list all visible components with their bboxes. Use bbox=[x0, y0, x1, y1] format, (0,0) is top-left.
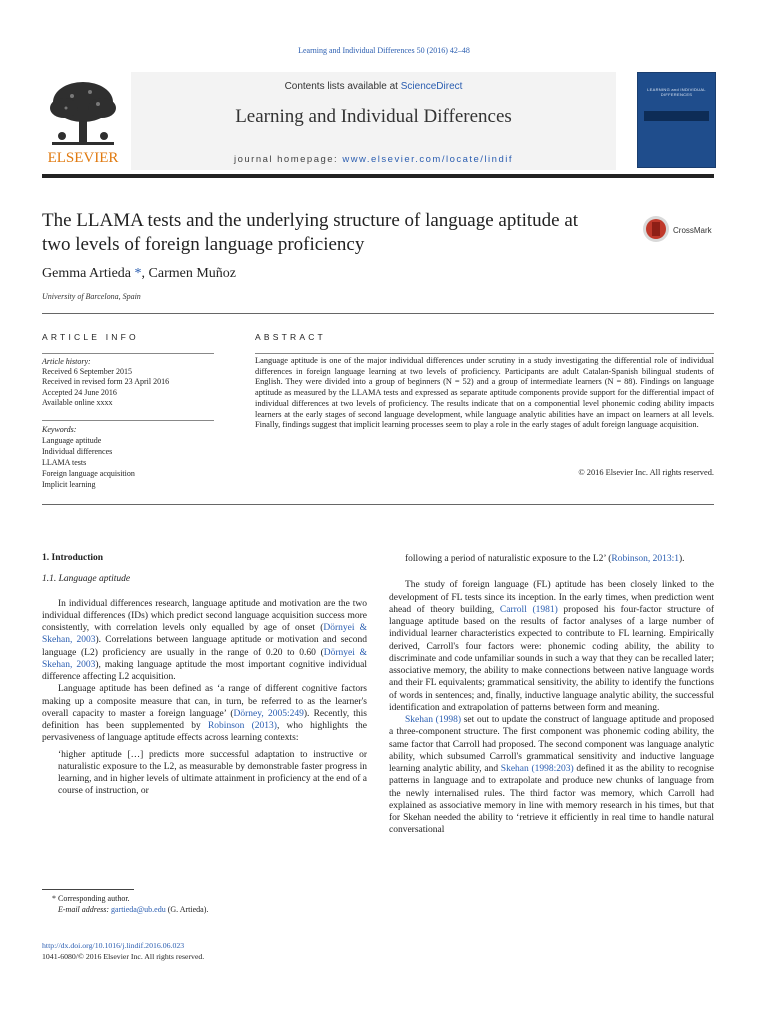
doi-block bbox=[42, 940, 204, 962]
keyword: Individual differences bbox=[42, 447, 113, 456]
contents-prefix: Contents lists available at bbox=[284, 81, 401, 92]
history-item: Accepted 24 June 2016 bbox=[42, 387, 117, 397]
cover-title: LEARNING and INDIVIDUAL DIFFERENCES bbox=[647, 87, 706, 97]
footnote bbox=[42, 893, 208, 915]
paragraph-text: In individual differences research, language aptitude and motivation are the two individual differences (IDs) which predict second language acquisition success more consistently, with correlation levels only equalled by age of onset ( bbox=[42, 598, 367, 633]
block-quote: ‘higher aptitude […] predicts more successful adaptation to instructive or naturalistic exposure to the L2, as measurable by demonstrable faster progress in learning, and in higher levels of ultimate attainment in proficiency at the end of a course of instruction, or bbox=[58, 749, 367, 797]
body-left-column bbox=[42, 552, 367, 798]
journal-citation-link[interactable]: Learning and Individual Differences 50 (2016) 42–48 bbox=[298, 46, 470, 55]
abstract-text: Language aptitude is one of the major individual differences under scrutiny in a study investigating the differential role of individual differences in foreign language learning at two levels of proficiency. Participants are adult Catalan-Spanish bilingual students of English. They were divided into a group of beginners (N = 52) and a group of intermediate learners (N = 88). Findings on language aptitude as measured by the LLAMA tests and expressed as separate aptitude components provide support for the differential impact of individual differences at two levels of proficiency. The results indicate that on a componential level phonemic coding ability impacts learners at the early stages of second language development, while language analytic abilities have an impact on learners at all levels. Finally, findings suggest that implicit learning processes seem to play a role in the early stages of adult foreign language acquisition. bbox=[255, 356, 714, 430]
history-item: Available online xxxx bbox=[42, 397, 113, 407]
history-item: Received in revised form 23 April 2016 bbox=[42, 377, 170, 387]
corresponding-author-mark[interactable]: * bbox=[131, 266, 142, 281]
keyword: Foreign language acquisition bbox=[42, 469, 135, 478]
paragraph-text: defined it as the ability to recognise patterns in language and to extrapolate and produce new chunks of language from the newly internalised rules. The third factor was memory, which Carroll had explained as associative memory in line with memory research in his times, but that for Skehan needed the ability to ‘retrieve it efficiently in real time to handle natural conversational bbox=[389, 764, 714, 836]
author-separator: , bbox=[141, 266, 149, 281]
subsection-heading: 1.1. Language aptitude bbox=[42, 574, 131, 585]
keyword: Implicit learning bbox=[42, 480, 96, 489]
footnote-divider bbox=[42, 889, 134, 890]
paragraph bbox=[42, 683, 367, 744]
header-divider bbox=[42, 174, 714, 178]
history-label: Article history: bbox=[42, 357, 91, 366]
journal-homepage-link[interactable]: www.elsevier.com/locate/lindif bbox=[342, 154, 513, 165]
elsevier-logo[interactable] bbox=[42, 78, 124, 166]
section-heading: 1. Introduction bbox=[42, 553, 104, 563]
homepage-prefix: journal homepage: bbox=[233, 154, 343, 165]
paragraph-text: Language aptitude has been defined as ‘a range of different cognitive factors making up a composite measure that can, in turn, be referred to as the learner's overall capacity to master a foreign language’ ( bbox=[42, 684, 367, 719]
citation-link[interactable]: Robinson (2013) bbox=[207, 721, 277, 731]
footnote-line bbox=[42, 904, 208, 915]
article-title bbox=[42, 209, 612, 257]
paragraph-text: proposed his four-factor structure of language aptitude based on the results of factor analyses of a large number of individual learner characteristics expected to contribute to FL learning. Empirically derived, Carroll's four factors were: phonemic coding ability, the ability to discriminate and code unfamiliar sounds in such a way that they can be recalled later; associative memory, the ability to make connections between native language words and their FL equivalents; grammatical sensitivity, the ability to identify the functions of words in sentences; and, finally, inductive language analytic ability, the successful identification and extrapolation of patterns between form and meaning. bbox=[389, 604, 714, 713]
citation-link[interactable]: Dörnyei & Skehan, 2003 bbox=[42, 623, 367, 646]
sciencedirect-link[interactable]: ScienceDirect bbox=[400, 81, 463, 92]
divider bbox=[42, 504, 714, 505]
crossmark-badge[interactable] bbox=[641, 213, 715, 245]
keyword: Language aptitude bbox=[42, 436, 102, 445]
doi-link[interactable]: http://dx.doi.org/10.1016/j.lindif.2016.06.023 bbox=[42, 941, 185, 950]
copyright: © 2016 Elsevier Inc. All rights reserved. bbox=[578, 468, 714, 477]
quote-text: following a period of naturalistic exposure to the L2’ ( bbox=[405, 554, 612, 564]
footnote-mark: * bbox=[52, 894, 56, 903]
journal-homepage-line bbox=[131, 154, 616, 165]
body-right-column bbox=[389, 553, 714, 837]
quote-text: ). bbox=[678, 554, 685, 564]
paragraph-text: ). Correlations between language aptitude or motivation and second language (L2) proficiency are usually in the range of 0.20 to 0.60 ( bbox=[42, 635, 368, 658]
footnote-text: (G. Artieda). bbox=[165, 905, 209, 914]
paragraph-text: The study of foreign language (FL) aptitude has been closely linked to the development of FL tests since its inception. In the early times, when prediction went ahead of theory building, bbox=[389, 580, 714, 615]
elsevier-wordmark: ELSEVIER bbox=[47, 150, 119, 166]
citation-link[interactable]: Carroll (1981) bbox=[499, 604, 558, 615]
contents-available-line bbox=[131, 81, 616, 92]
author-name: Gemma Artieda bbox=[42, 266, 132, 281]
keywords bbox=[42, 424, 135, 490]
email-label: E-mail address: bbox=[58, 905, 112, 914]
cover-image-band bbox=[644, 111, 709, 121]
paragraph bbox=[389, 714, 714, 837]
divider bbox=[42, 313, 714, 314]
divider bbox=[42, 420, 214, 421]
paragraph-text: , who highlights the pervasiveness of language aptitude effects across learning contexts: bbox=[42, 721, 367, 744]
article-info-heading: ARTICLE INFO bbox=[42, 332, 139, 342]
footnote-line bbox=[42, 893, 208, 904]
divider bbox=[255, 353, 714, 354]
paragraph bbox=[42, 598, 367, 684]
issn-line: 1041-6080/© 2016 Elsevier Inc. All rights reserved. bbox=[42, 952, 205, 961]
paragraph bbox=[389, 579, 714, 714]
author-name: Carmen Muñoz bbox=[148, 266, 237, 281]
citation-link[interactable]: Robinson, 2013:1 bbox=[611, 554, 679, 564]
abstract-heading: ABSTRACT bbox=[255, 332, 326, 342]
crossmark-label: CrossMark bbox=[673, 226, 712, 235]
journal-cover-thumbnail[interactable] bbox=[637, 72, 716, 168]
citation-link[interactable]: Dörnyei & Skehan, 2003 bbox=[42, 647, 367, 670]
footnote-text: Corresponding author. bbox=[58, 894, 130, 903]
citation-link[interactable]: Skehan (1998) bbox=[405, 715, 462, 725]
keywords-label: Keywords: bbox=[42, 425, 77, 434]
keyword: LLAMA tests bbox=[42, 458, 87, 467]
divider bbox=[42, 353, 214, 354]
author-line bbox=[42, 266, 236, 282]
citation-link[interactable]: Dörney, 2005:249 bbox=[233, 708, 304, 719]
article-title-line: two levels of foreign language proficiency bbox=[42, 234, 365, 255]
article-history bbox=[42, 357, 169, 408]
citation-link[interactable]: Skehan (1998:203) bbox=[500, 764, 574, 774]
email-link[interactable]: gartieda@ub.edu bbox=[111, 905, 166, 914]
history-item: Received 6 September 2015 bbox=[42, 367, 132, 377]
paragraph-text: set out to update the construct of language aptitude and proposed a three-component structure. The first component was phonemic coding ability, the same factor that Carroll had proposed. The second component was language analytic ability, which subsumed Carroll's grammatical sensitivity and inductive language learning analytic ability, and bbox=[389, 715, 715, 774]
journal-title: Learning and Individual Differences bbox=[235, 106, 512, 127]
paragraph-text: ), making language aptitude the most important cognitive individual difference affecting L2 acquisition. bbox=[42, 659, 367, 682]
affiliation: University of Barcelona, Spain bbox=[42, 292, 141, 301]
paragraph-text: ). Recently, this definition has been supplemented by bbox=[42, 708, 367, 731]
block-quote-continued bbox=[389, 553, 714, 565]
article-title-line: The LLAMA tests and the underlying structure of language aptitude at bbox=[42, 210, 579, 231]
